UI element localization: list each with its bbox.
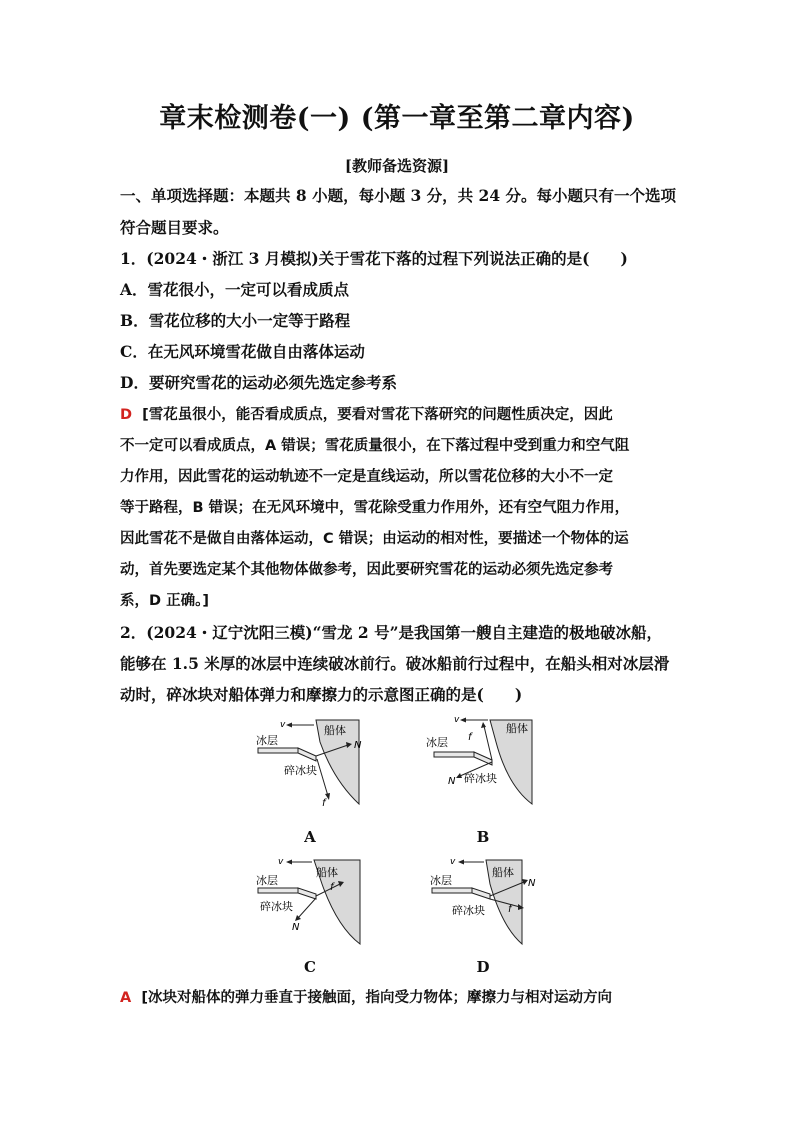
question-1-stem: 1．(2024・浙江 3 月模拟)关于雪花下落的过程下列说法正确的是( ) bbox=[120, 249, 628, 268]
question-1-option-b: B．雪花位移的大小一定等于路程 bbox=[120, 311, 351, 330]
page-subtitle: [教师备选资源] bbox=[344, 157, 450, 175]
svg-text:N: N bbox=[448, 776, 456, 787]
question-1-explanation-line1: D [雪花虽很小，能否看成质点，要看对雪花下落研究的问题性质决定，因此 bbox=[120, 407, 613, 423]
question-1-explanation-line7: 系，D 正确。] bbox=[120, 593, 209, 609]
diagram-c bbox=[254, 852, 374, 956]
hull-label: 船体 bbox=[324, 724, 346, 737]
svg-text:f: f bbox=[468, 732, 472, 743]
svg-text:v: v bbox=[454, 715, 460, 725]
broken-ice-label: 碎冰块 bbox=[284, 764, 317, 777]
svg-text:v: v bbox=[450, 857, 456, 867]
question-2-explanation-line1: A [冰块对船体的弹力垂直于接触面，指向受力物体；摩擦力与相对运动方向 bbox=[120, 990, 612, 1006]
svg-text:v: v bbox=[278, 857, 284, 867]
svg-text:船体: 船体 bbox=[316, 866, 338, 879]
question-1-answer: D bbox=[120, 407, 133, 423]
svg-text:船体: 船体 bbox=[492, 866, 514, 879]
ice-layer-label: 冰层 bbox=[256, 734, 278, 747]
question-1-explanation-line2: 不一定可以看成质点，A 错误；雪花质量很小，在下落过程中受到重力和空气阻 bbox=[120, 438, 630, 454]
velocity-label: v bbox=[280, 720, 286, 730]
caption-c: C bbox=[304, 958, 316, 976]
section-heading-line2: 符合题目要求。 bbox=[120, 218, 229, 237]
question-1-explanation-line5: 因此雪花不是做自由落体运动，C 错误；由运动的相对性，要描述一个物体的运 bbox=[120, 531, 629, 547]
svg-text:冰层: 冰层 bbox=[256, 874, 278, 887]
svg-text:N: N bbox=[292, 922, 300, 933]
question-1-option-a: A．雪花很小，一定可以看成质点 bbox=[120, 280, 350, 299]
question-1-option-c: C．在无风环境雪花做自由落体运动 bbox=[120, 342, 365, 361]
caption-a: A bbox=[304, 828, 316, 846]
section-heading-line1: 一、单项选择题：本题共 8 小题，每小题 3 分，共 24 分。每小题只有一个选项 bbox=[120, 186, 677, 205]
diagram-a bbox=[254, 712, 374, 816]
question-2-stem-line2: 能够在 1.5 米厚的冰层中连续破冰前行。破冰船前行过程中，在船头相对冰层滑 bbox=[120, 654, 670, 673]
friction-label: f bbox=[322, 798, 326, 809]
page-title: 章末检测卷(一) (第一章至第二章内容) bbox=[159, 103, 635, 134]
svg-text:碎冰块: 碎冰块 bbox=[452, 904, 485, 917]
question-2-stem-line3: 动时，碎冰块对船体弹力和摩擦力的示意图正确的是( ) bbox=[120, 685, 523, 704]
normal-force-label: N bbox=[354, 740, 362, 751]
caption-d: D bbox=[476, 958, 490, 976]
question-2-answer: A bbox=[120, 990, 132, 1006]
svg-text:冰层: 冰层 bbox=[430, 874, 452, 887]
svg-text:冰层: 冰层 bbox=[426, 736, 448, 749]
diagram-d bbox=[426, 852, 546, 956]
svg-text:碎冰块: 碎冰块 bbox=[260, 900, 293, 913]
question-1-explanation-line6: 动，首先要选定某个其他物体做参考，因此要研究雪花的运动必须先选定参考 bbox=[120, 562, 613, 578]
svg-text:f: f bbox=[330, 882, 334, 893]
diagram-b bbox=[420, 712, 540, 816]
question-1-option-d: D．要研究雪花的运动必须先选定参考系 bbox=[120, 373, 397, 392]
svg-text:f: f bbox=[508, 904, 512, 915]
question-1-explanation-line3: 力作用，因此雪花的运动轨迹不一定是直线运动，所以雪花位移的大小不一定 bbox=[120, 469, 613, 485]
svg-text:船体: 船体 bbox=[506, 722, 528, 735]
question-1-explanation-line4: 等于路程，B 错误；在无风环境中，雪花除受重力作用外，还有空气阻力作用， bbox=[120, 500, 630, 516]
question-2-stem-line1: 2．(2024・辽宁沈阳三模)“雪龙 2 号”是我国第一艘自主建造的极地破冰船， bbox=[120, 623, 663, 642]
svg-text:碎冰块: 碎冰块 bbox=[464, 772, 497, 785]
svg-text:N: N bbox=[528, 878, 536, 889]
caption-b: B bbox=[476, 828, 490, 846]
